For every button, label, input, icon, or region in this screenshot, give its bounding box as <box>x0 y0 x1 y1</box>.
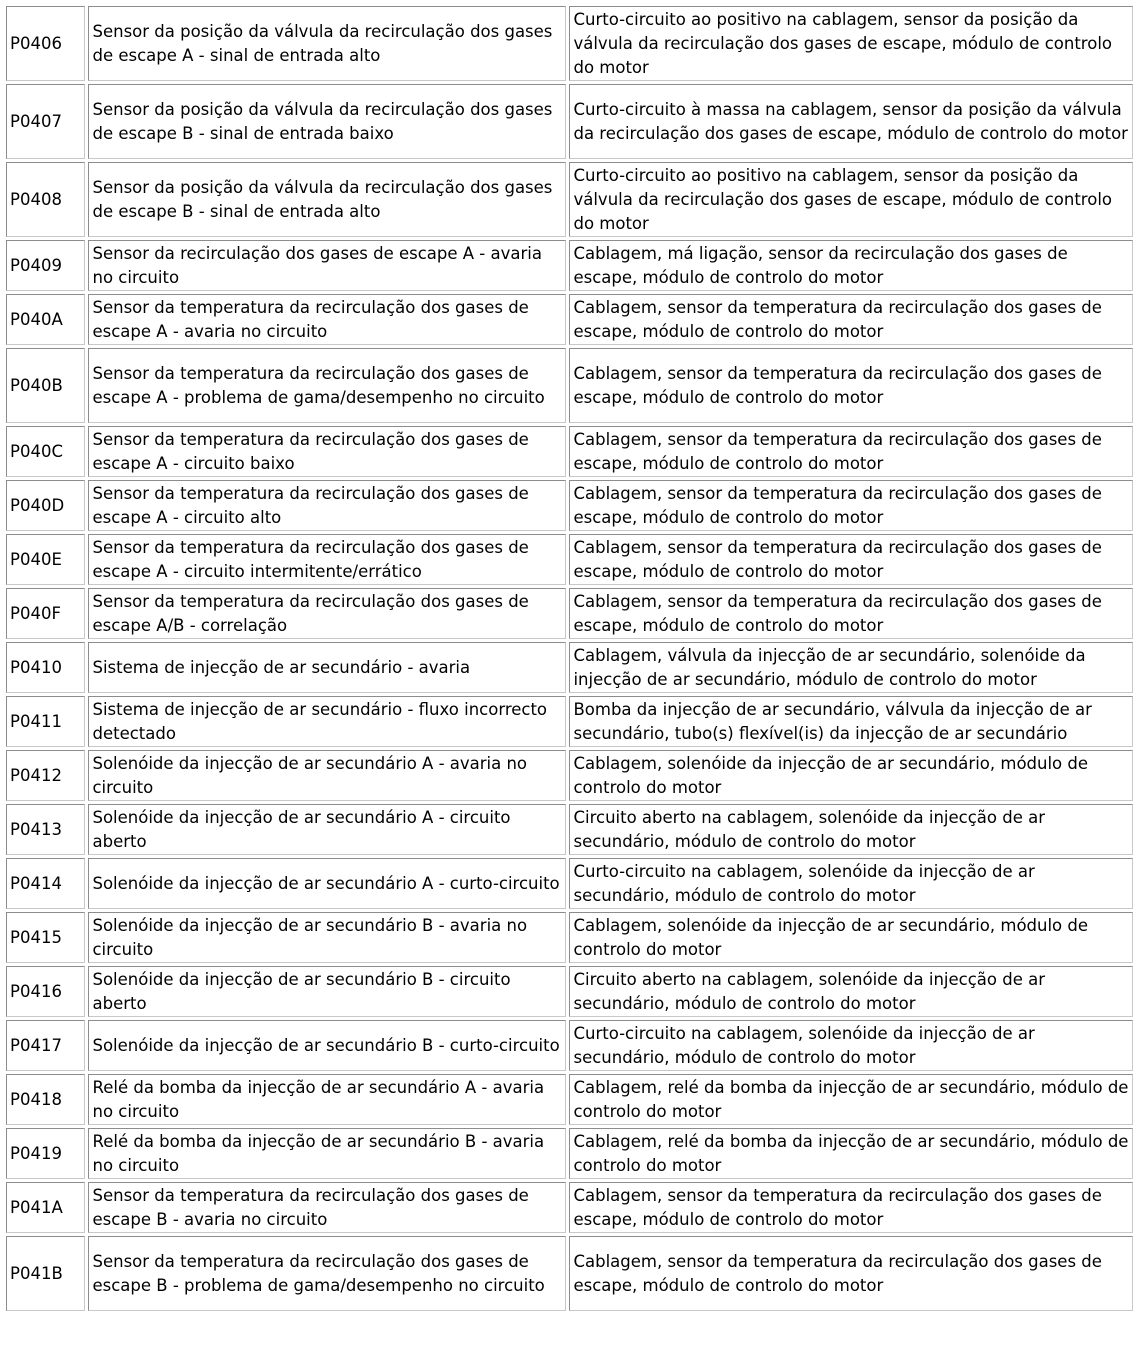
dtc-code-cell: P0419 <box>6 1128 85 1179</box>
table-row <box>6 642 1133 693</box>
dtc-description-cell: Solenóide da injecção de ar secundário B - circuito aberto <box>88 966 566 1017</box>
dtc-causes-cell: Circuito aberto na cablagem, solenóide da injecção de ar secundário, módulo de controlo do motor <box>569 966 1133 1017</box>
table-row <box>6 480 1133 531</box>
dtc-description-cell: Sensor da temperatura da recirculação dos gases de escape A - circuito intermitente/errático <box>88 534 566 585</box>
dtc-causes-cell: Cablagem, válvula da injecção de ar secundário, solenóide da injecção de ar secundário, módulo de controlo do motor <box>569 642 1133 693</box>
dtc-description-cell: Solenóide da injecção de ar secundário A - circuito aberto <box>88 804 566 855</box>
dtc-code-cell: P040C <box>6 426 85 477</box>
table-row <box>6 588 1133 639</box>
dtc-code-cell: P0412 <box>6 750 85 801</box>
dtc-code-cell: P041A <box>6 1182 85 1233</box>
dtc-description-cell: Solenóide da injecção de ar secundário B - curto-circuito <box>88 1020 566 1071</box>
dtc-code-cell: P0407 <box>6 84 85 159</box>
dtc-description-cell: Relé da bomba da injecção de ar secundário A - avaria no circuito <box>88 1074 566 1125</box>
dtc-causes-cell: Curto-circuito na cablagem, solenóide da injecção de ar secundário, módulo de controlo do motor <box>569 1020 1133 1071</box>
dtc-description-cell: Sensor da temperatura da recirculação dos gases de escape A - circuito alto <box>88 480 566 531</box>
dtc-description-cell: Sensor da temperatura da recirculação dos gases de escape B - avaria no circuito <box>88 1182 566 1233</box>
dtc-description-cell: Sensor da temperatura da recirculação dos gases de escape B - problema de gama/desempenho no circuito <box>88 1236 566 1311</box>
table-row <box>6 294 1133 345</box>
table-row <box>6 1236 1133 1311</box>
dtc-description-cell: Sensor da posição da válvula da recirculação dos gases de escape B - sinal de entrada baixo <box>88 84 566 159</box>
table-row <box>6 1020 1133 1071</box>
dtc-code-cell: P0417 <box>6 1020 85 1071</box>
dtc-code-cell: P0418 <box>6 1074 85 1125</box>
table-row <box>6 696 1133 747</box>
dtc-description-cell: Relé da bomba da injecção de ar secundário B - avaria no circuito <box>88 1128 566 1179</box>
dtc-causes-cell: Cablagem, relé da bomba da injecção de ar secundário, módulo de controlo do motor <box>569 1074 1133 1125</box>
dtc-causes-cell: Circuito aberto na cablagem, solenóide da injecção de ar secundário, módulo de controlo do motor <box>569 804 1133 855</box>
table-row <box>6 426 1133 477</box>
dtc-code-cell: P0415 <box>6 912 85 963</box>
dtc-causes-cell: Cablagem, relé da bomba da injecção de ar secundário, módulo de controlo do motor <box>569 1128 1133 1179</box>
dtc-causes-cell: Curto-circuito ao positivo na cablagem, sensor da posição da válvula da recirculação dos gases de escape, módulo de controlo do motor <box>569 162 1133 237</box>
dtc-causes-cell: Cablagem, sensor da temperatura da recirculação dos gases de escape, módulo de controlo do motor <box>569 348 1133 423</box>
dtc-causes-cell: Cablagem, sensor da temperatura da recirculação dos gases de escape, módulo de controlo do motor <box>569 534 1133 585</box>
dtc-causes-cell: Cablagem, sensor da temperatura da recirculação dos gases de escape, módulo de controlo do motor <box>569 294 1133 345</box>
dtc-description-cell: Sensor da temperatura da recirculação dos gases de escape A - avaria no circuito <box>88 294 566 345</box>
table-row <box>6 534 1133 585</box>
dtc-description-cell: Solenóide da injecção de ar secundário A - avaria no circuito <box>88 750 566 801</box>
table-row <box>6 348 1133 423</box>
table-row <box>6 804 1133 855</box>
dtc-description-cell: Sensor da temperatura da recirculação dos gases de escape A - problema de gama/desempenho no circuito <box>88 348 566 423</box>
table-row <box>6 162 1133 237</box>
dtc-code-cell: P040A <box>6 294 85 345</box>
dtc-causes-cell: Cablagem, sensor da temperatura da recirculação dos gases de escape, módulo de controlo do motor <box>569 588 1133 639</box>
dtc-description-cell: Sensor da temperatura da recirculação dos gases de escape A/B - correlação <box>88 588 566 639</box>
table-row <box>6 1182 1133 1233</box>
dtc-description-cell: Sensor da posição da válvula da recirculação dos gases de escape B - sinal de entrada alto <box>88 162 566 237</box>
dtc-causes-cell: Cablagem, sensor da temperatura da recirculação dos gases de escape, módulo de controlo do motor <box>569 1182 1133 1233</box>
dtc-causes-cell: Cablagem, sensor da temperatura da recirculação dos gases de escape, módulo de controlo do motor <box>569 1236 1133 1311</box>
table-row <box>6 1128 1133 1179</box>
dtc-table-body <box>6 6 1133 1311</box>
dtc-code-cell: P0416 <box>6 966 85 1017</box>
dtc-causes-cell: Cablagem, sensor da temperatura da recirculação dos gases de escape, módulo de controlo do motor <box>569 480 1133 531</box>
dtc-causes-cell: Cablagem, solenóide da injecção de ar secundário, módulo de controlo do motor <box>569 912 1133 963</box>
dtc-code-cell: P0406 <box>6 6 85 81</box>
table-row <box>6 6 1133 81</box>
dtc-causes-cell: Bomba da injecção de ar secundário, válvula da injecção de ar secundário, tubo(s) flexível(is) da injecção de ar secundário <box>569 696 1133 747</box>
table-row <box>6 912 1133 963</box>
dtc-code-cell: P0411 <box>6 696 85 747</box>
dtc-description-cell: Sistema de injecção de ar secundário - avaria <box>88 642 566 693</box>
dtc-code-cell: P0408 <box>6 162 85 237</box>
dtc-causes-cell: Curto-circuito ao positivo na cablagem, sensor da posição da válvula da recirculação dos gases de escape, módulo de controlo do motor <box>569 6 1133 81</box>
dtc-description-cell: Sensor da temperatura da recirculação dos gases de escape A - circuito baixo <box>88 426 566 477</box>
dtc-code-cell: P0410 <box>6 642 85 693</box>
dtc-code-cell: P0414 <box>6 858 85 909</box>
dtc-code-cell: P040D <box>6 480 85 531</box>
dtc-code-cell: P040E <box>6 534 85 585</box>
dtc-causes-cell: Curto-circuito na cablagem, solenóide da injecção de ar secundário, módulo de controlo do motor <box>569 858 1133 909</box>
dtc-code-cell: P0409 <box>6 240 85 291</box>
table-row <box>6 84 1133 159</box>
table-row <box>6 966 1133 1017</box>
dtc-causes-cell: Cablagem, má ligação, sensor da recirculação dos gases de escape, módulo de controlo do motor <box>569 240 1133 291</box>
dtc-code-cell: P040F <box>6 588 85 639</box>
dtc-table <box>3 3 1136 1314</box>
dtc-code-cell: P0413 <box>6 804 85 855</box>
table-row <box>6 858 1133 909</box>
table-row <box>6 750 1133 801</box>
dtc-code-cell: P041B <box>6 1236 85 1311</box>
dtc-description-cell: Sensor da posição da válvula da recirculação dos gases de escape A - sinal de entrada alto <box>88 6 566 81</box>
dtc-causes-cell: Cablagem, solenóide da injecção de ar secundário, módulo de controlo do motor <box>569 750 1133 801</box>
dtc-description-cell: Solenóide da injecção de ar secundário B - avaria no circuito <box>88 912 566 963</box>
dtc-description-cell: Sensor da recirculação dos gases de escape A - avaria no circuito <box>88 240 566 291</box>
dtc-description-cell: Solenóide da injecção de ar secundário A - curto-circuito <box>88 858 566 909</box>
dtc-causes-cell: Cablagem, sensor da temperatura da recirculação dos gases de escape, módulo de controlo do motor <box>569 426 1133 477</box>
dtc-code-cell: P040B <box>6 348 85 423</box>
table-row <box>6 240 1133 291</box>
table-row <box>6 1074 1133 1125</box>
dtc-description-cell: Sistema de injecção de ar secundário - fluxo incorrecto detectado <box>88 696 566 747</box>
dtc-causes-cell: Curto-circuito à massa na cablagem, sensor da posição da válvula da recirculação dos gases de escape, módulo de controlo do motor <box>569 84 1133 159</box>
